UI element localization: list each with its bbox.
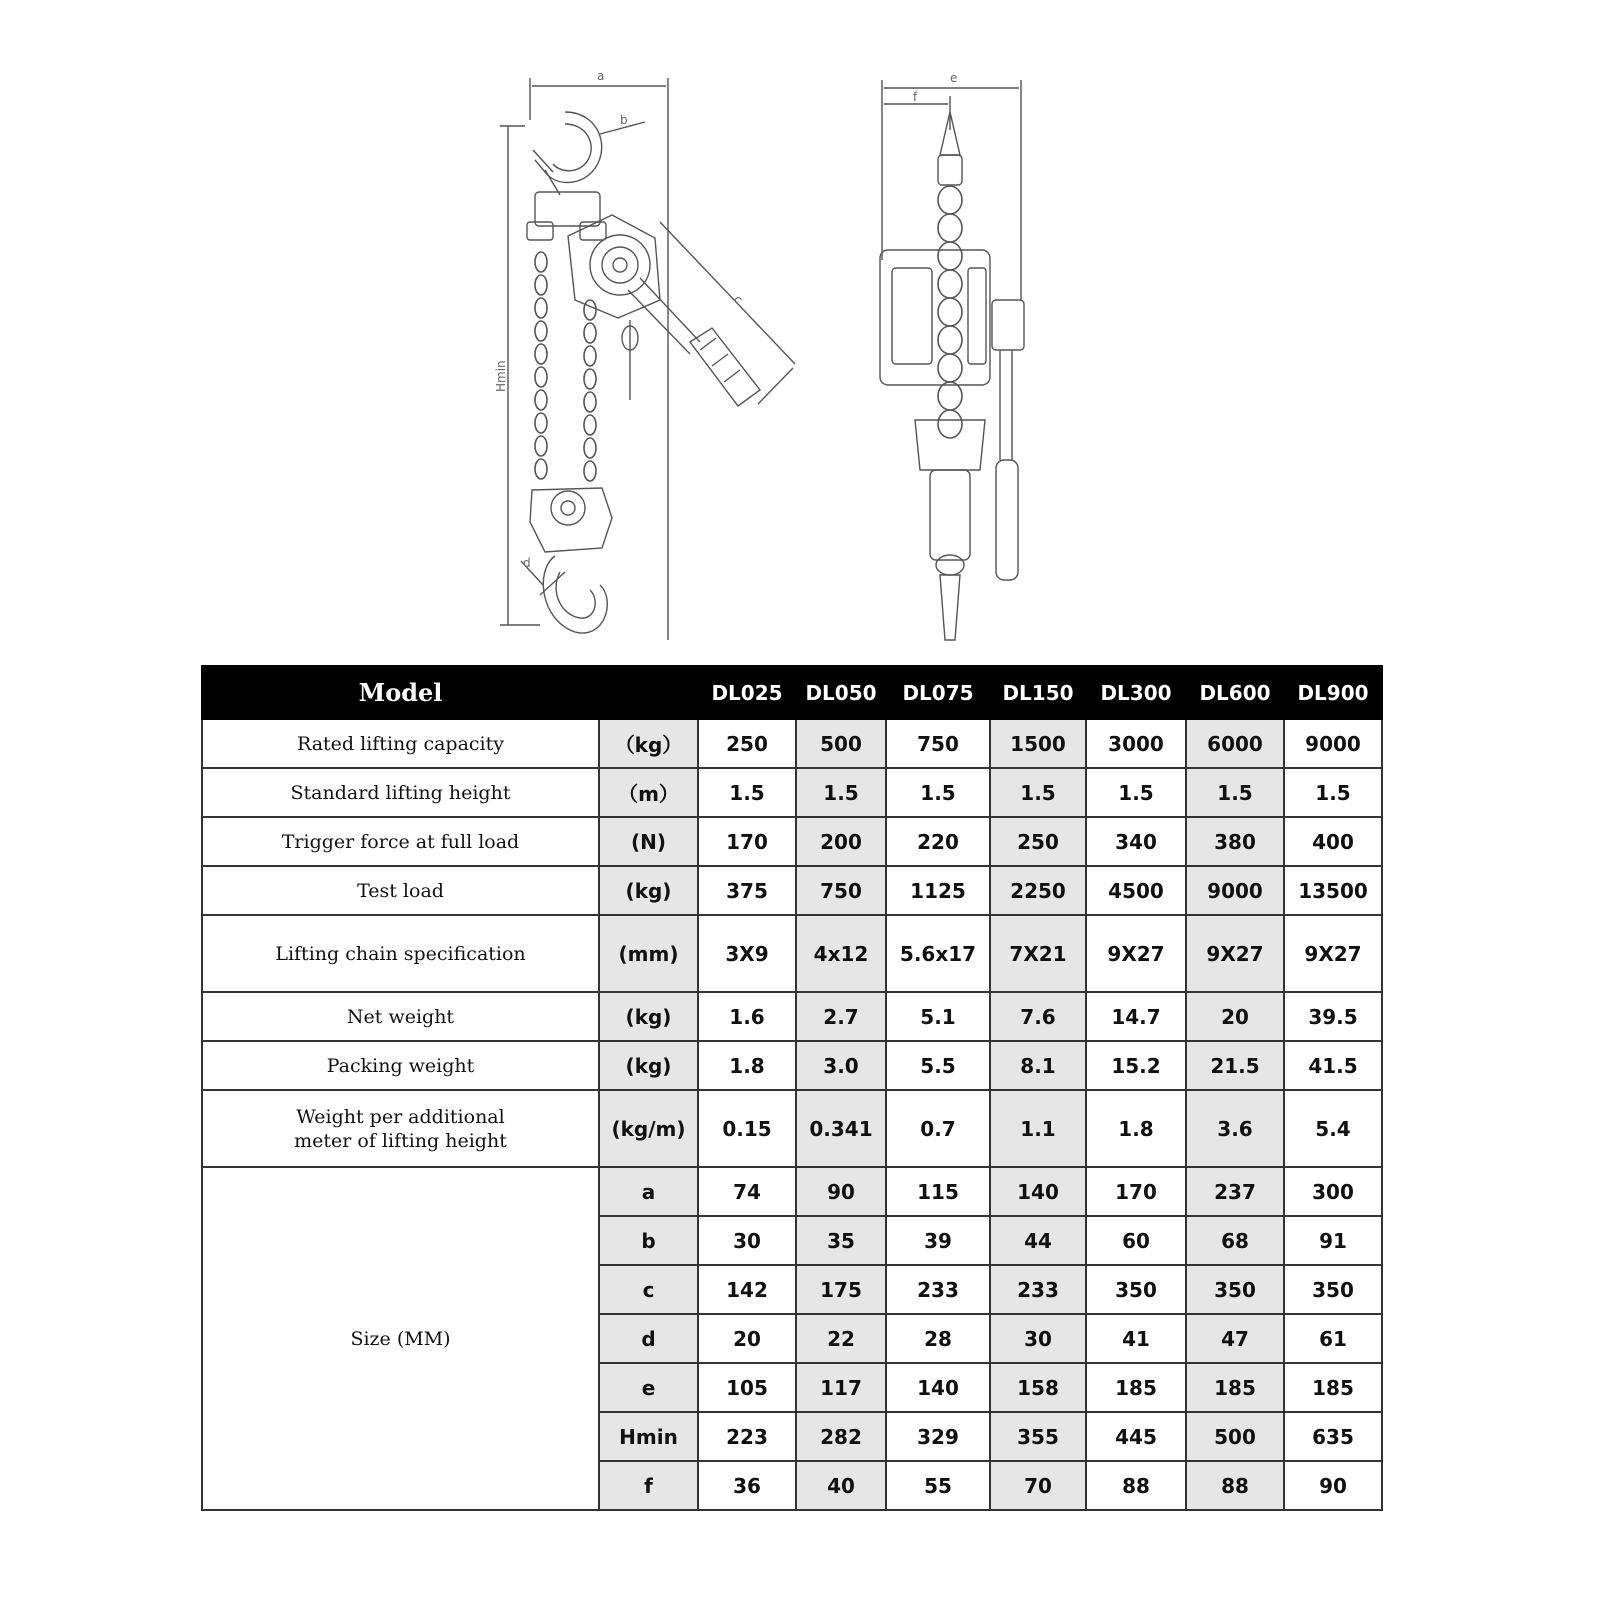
cell: 5.5 <box>886 1041 990 1090</box>
table-row-chain-spec <box>202 915 1382 992</box>
table-row-trigger-force <box>202 817 1382 866</box>
cell: 350 <box>1186 1265 1284 1314</box>
cell: 3.6 <box>1186 1090 1284 1167</box>
dim-label-a: a <box>597 69 605 83</box>
table-row-packing-weight <box>202 1041 1382 1090</box>
cell: 7.6 <box>990 992 1086 1041</box>
cell: 1500 <box>990 719 1086 768</box>
cell: 0.7 <box>886 1090 990 1167</box>
cell: 500 <box>1186 1412 1284 1461</box>
table-row-weight-per-meter <box>202 1090 1382 1167</box>
model-dl150: DL150 <box>990 666 1086 719</box>
cell: 0.341 <box>796 1090 886 1167</box>
cell: 13500 <box>1284 866 1382 915</box>
cell: 380 <box>1186 817 1284 866</box>
table-row-rated-capacity <box>202 719 1382 768</box>
row-label: Net weight <box>202 992 599 1041</box>
cell: 750 <box>796 866 886 915</box>
dim-label-d: d <box>523 556 531 570</box>
row-unit: (kg/m) <box>599 1090 698 1167</box>
cell: 350 <box>1284 1265 1382 1314</box>
cell: 220 <box>886 817 990 866</box>
cell: 5.4 <box>1284 1090 1382 1167</box>
cell: 39.5 <box>1284 992 1382 1041</box>
cell: 1.1 <box>990 1090 1086 1167</box>
cell: 30 <box>990 1314 1086 1363</box>
cell: 140 <box>886 1363 990 1412</box>
cell: 9000 <box>1186 866 1284 915</box>
cell: 117 <box>796 1363 886 1412</box>
spec-table <box>201 665 1383 1511</box>
row-label: Lifting chain specification <box>202 915 599 992</box>
dim-cell: c <box>599 1265 698 1314</box>
table-row-lifting-height <box>202 768 1382 817</box>
dim-cell: f <box>599 1461 698 1510</box>
cell: 21.5 <box>1186 1041 1284 1090</box>
dim-cell: d <box>599 1314 698 1363</box>
cell: 142 <box>698 1265 796 1314</box>
row-label: Packing weight <box>202 1041 599 1090</box>
row-label: Trigger force at full load <box>202 817 599 866</box>
cell: 185 <box>1284 1363 1382 1412</box>
cell: 3000 <box>1086 719 1186 768</box>
row-label: Standard lifting height <box>202 768 599 817</box>
model-dl300: DL300 <box>1086 666 1186 719</box>
table-row-net-weight <box>202 992 1382 1041</box>
cell: 47 <box>1186 1314 1284 1363</box>
model-dl050: DL050 <box>796 666 886 719</box>
cell: 91 <box>1284 1216 1382 1265</box>
cell: 60 <box>1086 1216 1186 1265</box>
cell: 1.8 <box>1086 1090 1186 1167</box>
cell: 223 <box>698 1412 796 1461</box>
dim-label-c: c <box>730 292 746 307</box>
cell: 175 <box>796 1265 886 1314</box>
cell: 237 <box>1186 1167 1284 1216</box>
cell: 115 <box>886 1167 990 1216</box>
row-unit: (kg) <box>599 992 698 1041</box>
cell: 9X27 <box>1284 915 1382 992</box>
cell: 14.7 <box>1086 992 1186 1041</box>
cell: 233 <box>990 1265 1086 1314</box>
cell: 500 <box>796 719 886 768</box>
cell: 2250 <box>990 866 1086 915</box>
cell: 74 <box>698 1167 796 1216</box>
cell: 61 <box>1284 1314 1382 1363</box>
unit-header <box>599 666 698 719</box>
cell: 35 <box>796 1216 886 1265</box>
row-unit: （kg） <box>599 719 698 768</box>
cell: 1.5 <box>990 768 1086 817</box>
cell: 9X27 <box>1086 915 1186 992</box>
cell: 158 <box>990 1363 1086 1412</box>
cell: 1.5 <box>698 768 796 817</box>
cell: 1.5 <box>796 768 886 817</box>
cell: 355 <box>990 1412 1086 1461</box>
row-label: Test load <box>202 866 599 915</box>
size-label: Size (MM) <box>202 1167 599 1510</box>
cell: 5.1 <box>886 992 990 1041</box>
cell: 15.2 <box>1086 1041 1186 1090</box>
cell: 400 <box>1284 817 1382 866</box>
cell: 9000 <box>1284 719 1382 768</box>
cell: 20 <box>698 1314 796 1363</box>
model-dl075: DL075 <box>886 666 990 719</box>
cell: 22 <box>796 1314 886 1363</box>
cell: 1.5 <box>1284 768 1382 817</box>
cell: 2.7 <box>796 992 886 1041</box>
model-header: Model <box>202 666 599 719</box>
cell: 0.15 <box>698 1090 796 1167</box>
cell: 30 <box>698 1216 796 1265</box>
cell: 90 <box>1284 1461 1382 1510</box>
cell: 1.5 <box>886 768 990 817</box>
cell: 3X9 <box>698 915 796 992</box>
cell: 4500 <box>1086 866 1186 915</box>
dim-cell: b <box>599 1216 698 1265</box>
dim-cell: Hmin <box>599 1412 698 1461</box>
cell: 41 <box>1086 1314 1186 1363</box>
row-unit: (mm) <box>599 915 698 992</box>
cell: 340 <box>1086 817 1186 866</box>
cell: 41.5 <box>1284 1041 1382 1090</box>
dim-cell: a <box>599 1167 698 1216</box>
row-unit: (kg) <box>599 1041 698 1090</box>
row-unit: (N) <box>599 817 698 866</box>
dim-label-f: f <box>913 90 918 104</box>
dim-label-hmin: Hmin <box>494 360 508 392</box>
cell: 250 <box>990 817 1086 866</box>
cell: 1125 <box>886 866 990 915</box>
cell: 4x12 <box>796 915 886 992</box>
cell: 300 <box>1284 1167 1382 1216</box>
cell: 9X27 <box>1186 915 1284 992</box>
row-unit: （m） <box>599 768 698 817</box>
cell: 20 <box>1186 992 1284 1041</box>
cell: 6000 <box>1186 719 1284 768</box>
cell: 1.6 <box>698 992 796 1041</box>
cell: 36 <box>698 1461 796 1510</box>
row-unit: (kg) <box>599 866 698 915</box>
model-dl025: DL025 <box>698 666 796 719</box>
cell: 44 <box>990 1216 1086 1265</box>
cell: 140 <box>990 1167 1086 1216</box>
cell: 329 <box>886 1412 990 1461</box>
cell: 1.5 <box>1186 768 1284 817</box>
row-label: Rated lifting capacity <box>202 719 599 768</box>
dim-label-e: e <box>950 71 958 85</box>
cell: 375 <box>698 866 796 915</box>
dim-cell: e <box>599 1363 698 1412</box>
cell: 445 <box>1086 1412 1186 1461</box>
cell: 170 <box>1086 1167 1186 1216</box>
cell: 233 <box>886 1265 990 1314</box>
cell: 70 <box>990 1461 1086 1510</box>
cell: 5.6x17 <box>886 915 990 992</box>
table-row-test-load <box>202 866 1382 915</box>
cell: 250 <box>698 719 796 768</box>
cell: 350 <box>1086 1265 1186 1314</box>
cell: 88 <box>1086 1461 1186 1510</box>
cell: 1.5 <box>1086 768 1186 817</box>
cell: 90 <box>796 1167 886 1216</box>
hoist-technical-drawing <box>0 0 1599 660</box>
cell: 3.0 <box>796 1041 886 1090</box>
cell: 282 <box>796 1412 886 1461</box>
row-label: Weight per additional meter of lifting height <box>202 1090 599 1167</box>
cell: 68 <box>1186 1216 1284 1265</box>
cell: 7X21 <box>990 915 1086 992</box>
model-dl900: DL900 <box>1284 666 1382 719</box>
cell: 39 <box>886 1216 990 1265</box>
cell: 88 <box>1186 1461 1284 1510</box>
cell: 185 <box>1086 1363 1186 1412</box>
cell: 200 <box>796 817 886 866</box>
cell: 55 <box>886 1461 990 1510</box>
cell: 28 <box>886 1314 990 1363</box>
cell: 635 <box>1284 1412 1382 1461</box>
cell: 105 <box>698 1363 796 1412</box>
cell: 1.8 <box>698 1041 796 1090</box>
cell: 40 <box>796 1461 886 1510</box>
cell: 750 <box>886 719 990 768</box>
cell: 185 <box>1186 1363 1284 1412</box>
table-row-size-a <box>202 1167 1382 1216</box>
cell: 170 <box>698 817 796 866</box>
cell: 8.1 <box>990 1041 1086 1090</box>
dim-label-b: b <box>620 113 628 127</box>
model-dl600: DL600 <box>1186 666 1284 719</box>
